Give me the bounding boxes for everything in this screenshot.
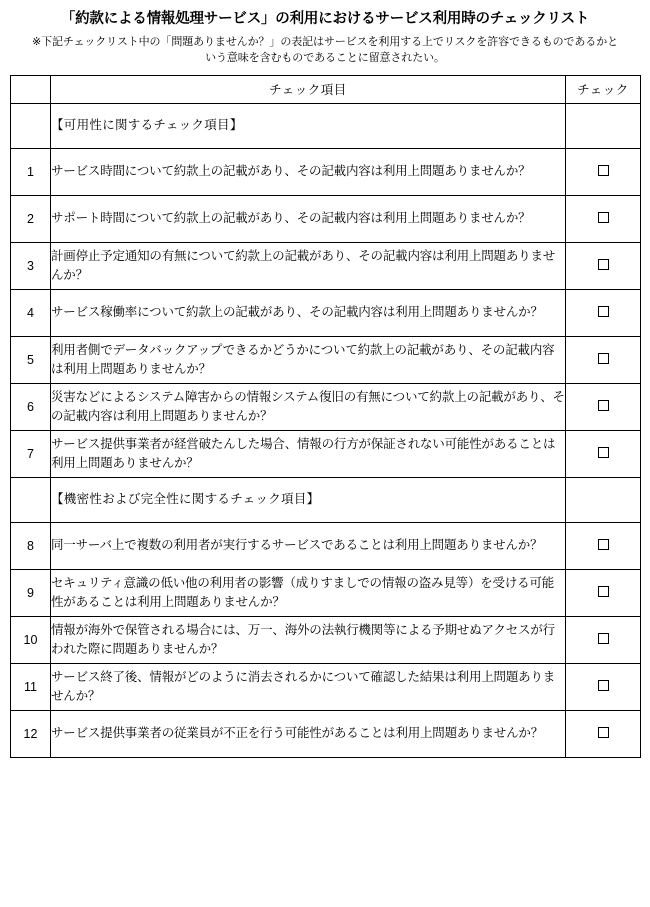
checklist-item-text: サポート時間について約款上の記載があり、その記載内容は利用上問題ありませんか？	[51, 195, 566, 242]
table-row	[11, 663, 641, 710]
checklist-item-text: 同一サーバ上で複数の利用者が実行するサービスであることは利用上問題ありませんか？	[51, 522, 566, 569]
checkbox-icon[interactable]	[598, 447, 609, 458]
row-number: 2	[11, 195, 51, 242]
checklist-item-text: サービス時間について約款上の記載があり、その記載内容は利用上問題ありませんか？	[51, 148, 566, 195]
check-cell	[566, 477, 641, 522]
section-row	[11, 103, 641, 148]
checklist-item-text: サービス提供事業者の従業員が不正を行う可能性があることは利用上問題ありませんか？	[51, 710, 566, 757]
checkbox-icon[interactable]	[598, 353, 609, 364]
check-cell[interactable]	[566, 430, 641, 477]
row-number: 9	[11, 569, 51, 616]
row-number: 12	[11, 710, 51, 757]
section-label: 【可用性に関するチェック項目】	[51, 103, 566, 148]
table-row	[11, 289, 641, 336]
table-row	[11, 616, 641, 663]
check-cell	[566, 103, 641, 148]
column-header-check: チェック	[566, 75, 641, 103]
table-row	[11, 569, 641, 616]
check-cell[interactable]	[566, 522, 641, 569]
checkbox-icon[interactable]	[598, 727, 609, 738]
document-note	[18, 35, 632, 67]
check-cell[interactable]	[566, 289, 641, 336]
check-cell[interactable]	[566, 383, 641, 430]
table-row	[11, 522, 641, 569]
row-number: 5	[11, 336, 51, 383]
checklist-item-text: 情報が海外で保管される場合には、万一、海外の法執行機関等による予期せぬアクセスが行われた際に問題ありませんか？	[51, 616, 566, 663]
row-number: 3	[11, 242, 51, 289]
table-row	[11, 430, 641, 477]
checklist-item-text: セキュリティ意識の低い他の利用者の影響（成りすましでの情報の盗み見等）を受ける可能性があることは利用上問題ありませんか？	[51, 569, 566, 616]
check-cell[interactable]	[566, 569, 641, 616]
check-cell[interactable]	[566, 336, 641, 383]
section-row	[11, 477, 641, 522]
check-cell[interactable]	[566, 663, 641, 710]
check-cell[interactable]	[566, 148, 641, 195]
column-header-item: チェック項目	[51, 75, 566, 103]
table-row	[11, 710, 641, 757]
row-number: 7	[11, 430, 51, 477]
row-number	[11, 477, 51, 522]
checkbox-icon[interactable]	[598, 400, 609, 411]
checkbox-icon[interactable]	[598, 165, 609, 176]
checkbox-icon[interactable]	[598, 586, 609, 597]
checkbox-icon[interactable]	[598, 259, 609, 270]
table-row	[11, 383, 641, 430]
row-number: 8	[11, 522, 51, 569]
table-row	[11, 148, 641, 195]
checkbox-icon[interactable]	[598, 680, 609, 691]
check-cell[interactable]	[566, 195, 641, 242]
table-row	[11, 336, 641, 383]
row-number: 10	[11, 616, 51, 663]
row-number: 1	[11, 148, 51, 195]
table-row	[11, 195, 641, 242]
table-header-row	[11, 75, 641, 103]
checklist-table	[10, 75, 641, 758]
checklist-item-text: サービス稼働率について約款上の記載があり、その記載内容は利用上問題ありませんか？	[51, 289, 566, 336]
table-row	[11, 242, 641, 289]
page-title: 「約款による情報処理サービス」の利用におけるサービス利用時のチェックリスト	[60, 11, 590, 27]
note-line-2: いう意味を含むものであることに留意されたい。	[205, 51, 445, 64]
checklist-body	[11, 103, 641, 757]
checkbox-icon[interactable]	[598, 633, 609, 644]
row-number: 4	[11, 289, 51, 336]
checklist-item-text: サービス終了後、情報がどのように消去されるかについて確認した結果は利用上問題ありませんか？	[51, 663, 566, 710]
checkbox-icon[interactable]	[598, 306, 609, 317]
checkbox-icon[interactable]	[598, 212, 609, 223]
checklist-item-text: サービス提供事業者が経営破たんした場合、情報の行方が保証されない可能性があることは利用上問題ありませんか？	[51, 430, 566, 477]
check-cell[interactable]	[566, 616, 641, 663]
checkbox-icon[interactable]	[598, 539, 609, 550]
checklist-item-text: 利用者側でデータバックアップできるかどうかについて約款上の記載があり、その記載内容は利用上問題ありませんか？	[51, 336, 566, 383]
section-label: 【機密性および完全性に関するチェック項目】	[51, 477, 566, 522]
check-cell[interactable]	[566, 710, 641, 757]
check-cell[interactable]	[566, 242, 641, 289]
column-header-number	[11, 75, 51, 103]
row-number	[11, 103, 51, 148]
note-line-1: ※下記チェックリスト中の「問題ありませんか？」の表記はサービスを利用する上でリスクを許容できるものであるかと	[31, 35, 619, 48]
checklist-item-text: 災害などによるシステム障害からの情報システム復旧の有無について約款上の記載があり、その記載内容は利用上問題ありませんか？	[51, 383, 566, 430]
checklist-item-text: 計画停止予定通知の有無について約款上の記載があり、その記載内容は利用上問題ありませんか？	[51, 242, 566, 289]
row-number: 11	[11, 663, 51, 710]
row-number: 6	[11, 383, 51, 430]
